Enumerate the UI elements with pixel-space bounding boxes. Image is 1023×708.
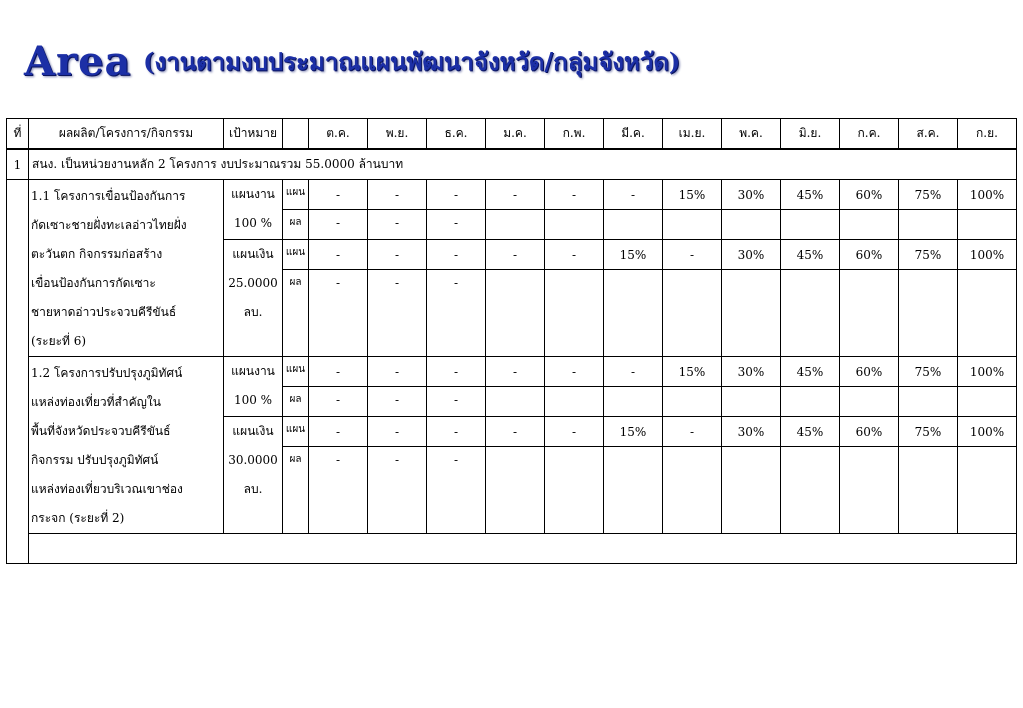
row-type-label: แผน [283,240,309,270]
month-value: - [368,357,427,387]
month-value [545,447,604,534]
month-value [486,210,545,240]
month-value [663,270,722,357]
month-value [604,210,663,240]
month-value: 100% [958,417,1017,447]
month-value: - [427,387,486,417]
month-value: 15% [663,357,722,387]
month-value: - [368,447,427,534]
month-value [486,270,545,357]
project-name-line: ตะวันตก กิจกรรมก่อสร้าง [31,247,163,261]
month-value [545,387,604,417]
month-value: 30% [722,240,781,270]
month-value: 45% [781,357,840,387]
header-target: เป้าหมาย [224,119,283,150]
month-value: - [427,447,486,534]
month-value [781,210,840,240]
month-value: 15% [663,180,722,210]
row-type-label: แผน [283,417,309,447]
month-value [604,387,663,417]
month-value [486,447,545,534]
title-main: Area [24,38,132,85]
month-value [486,387,545,417]
month-value [958,387,1017,417]
month-value [604,270,663,357]
month-value [663,447,722,534]
month-value [545,210,604,240]
month-value [958,270,1017,357]
month-value [781,447,840,534]
row-type-label: ผล [283,270,309,357]
month-value: - [309,387,368,417]
header-month: ก.ย. [958,119,1017,150]
row-type-label: ผล [283,387,309,417]
project-row [7,180,1017,210]
money-target-line: ลบ. [243,482,263,496]
row-type-label: ผล [283,210,309,240]
month-value: - [368,387,427,417]
page-title [24,38,680,88]
month-value: - [368,270,427,357]
header-month: ส.ค. [899,119,958,150]
project-name-line: กิจกรรม ปรับปรุงภูมิทัศน์ [31,453,159,467]
month-value: 60% [840,417,899,447]
project-no-cell [7,180,29,564]
month-value: 100% [958,357,1017,387]
month-value: 75% [899,417,958,447]
month-value: 30% [722,417,781,447]
project-name-line: (ระยะที่ 6) [31,334,87,348]
month-value: - [486,417,545,447]
month-value: 45% [781,240,840,270]
header-month: มี.ค. [604,119,663,150]
month-value: 100% [958,180,1017,210]
month-value: - [368,417,427,447]
month-value [840,447,899,534]
month-value: - [309,357,368,387]
money-target-line: ลบ. [243,305,263,319]
project-name-line: ชายหาดอ่าวประจวบคีรีขันธ์ [31,305,177,319]
month-value: - [309,417,368,447]
money-target [224,240,283,357]
month-value: - [545,417,604,447]
month-value: - [368,210,427,240]
row-type-label: ผล [283,447,309,534]
month-value [663,387,722,417]
project-name [29,180,224,357]
header-month: ก.ค. [840,119,899,150]
header-month: ธ.ค. [427,119,486,150]
money-target-line: แผนเงิน [232,424,274,438]
project-name-line: 1.1 โครงการเขื่อนป้องกันการ [31,189,186,203]
month-value: 60% [840,180,899,210]
month-value: - [427,180,486,210]
month-value [781,387,840,417]
month-value [899,210,958,240]
month-value [958,210,1017,240]
month-value: - [427,357,486,387]
header-month: เม.ย. [663,119,722,150]
month-value: - [309,210,368,240]
month-value: - [486,240,545,270]
month-value: - [604,357,663,387]
month-value: - [309,447,368,534]
month-value [722,210,781,240]
month-value [663,210,722,240]
empty-cell [29,534,1017,564]
month-value [899,270,958,357]
month-value: - [427,417,486,447]
month-value: - [309,270,368,357]
project-name-line: แหล่งท่องเที่ยวบริเวณเขาช่อง [31,482,183,496]
project-name-line: เขื่อนป้องกันการกัดเซาะ [31,276,156,290]
money-target-line: 25.0000 [228,276,278,290]
month-value: - [486,180,545,210]
money-target [224,417,283,534]
month-value: 75% [899,357,958,387]
header-project: ผลผลิต/โครงการ/กิจกรรม [29,119,224,150]
month-value [840,210,899,240]
month-value: 60% [840,357,899,387]
month-value: - [486,357,545,387]
summary-row [7,149,1017,180]
header-month: พ.ย. [368,119,427,150]
month-value [899,447,958,534]
month-value: 30% [722,357,781,387]
month-value [958,447,1017,534]
plan-table [6,118,1017,564]
title-subtitle: (งานตามงบประมาณแผนพัฒนาจังหวัด/กลุ่มจังหวัด) [143,47,681,76]
row-type-label: แผน [283,180,309,210]
month-value [604,447,663,534]
month-value: - [663,417,722,447]
month-value [722,447,781,534]
money-target-line: แผนเงิน [232,247,274,261]
month-value [781,270,840,357]
header-month: ต.ค. [309,119,368,150]
month-value [840,270,899,357]
month-value: - [604,180,663,210]
header-month: ก.พ. [545,119,604,150]
header-type [283,119,309,150]
summary-no: 1 [7,149,29,180]
month-value [899,387,958,417]
empty-row [7,534,1017,564]
month-value: 15% [604,240,663,270]
month-value: - [368,180,427,210]
project-name [29,357,224,534]
month-value: - [368,240,427,270]
month-value: 75% [899,240,958,270]
month-value: - [427,240,486,270]
work-target-line: แผนงาน [231,187,275,201]
project-name-line: 1.2 โครงการปรับปรุงภูมิทัศน์ [31,366,183,380]
month-value: - [309,180,368,210]
header-month: พ.ค. [722,119,781,150]
work-target-line: 100 % [233,216,273,230]
project-row [7,357,1017,387]
header-month: มิ.ย. [781,119,840,150]
money-target-line: 30.0000 [228,453,278,467]
month-value [545,270,604,357]
row-type-label: แผน [283,357,309,387]
month-value: - [309,240,368,270]
month-value: 75% [899,180,958,210]
month-value: 45% [781,417,840,447]
header-no: ที่ [7,119,29,150]
work-target-line: 100 % [233,393,273,407]
summary-text: สนง. เป็นหน่วยงานหลัก 2 โครงการ งบประมาณรวม 55.0000 ล้านบาท [29,149,1017,180]
month-value [840,387,899,417]
month-value: 45% [781,180,840,210]
header-month: ม.ค. [486,119,545,150]
month-value: - [427,270,486,357]
month-value: - [545,357,604,387]
month-value: - [427,210,486,240]
work-target [224,357,283,417]
month-value: 30% [722,180,781,210]
project-name-line: พื้นที่จังหวัดประจวบคีรีขันธ์ [31,424,171,438]
project-name-line: กระจก (ระยะที่ 2) [31,511,125,525]
month-value: 100% [958,240,1017,270]
header-row [7,119,1017,150]
month-value: 15% [604,417,663,447]
project-name-line: แหล่งท่องเที่ยวที่สำคัญใน [31,395,161,409]
month-value: - [663,240,722,270]
month-value [722,387,781,417]
month-value [722,270,781,357]
month-value: - [545,240,604,270]
work-target-line: แผนงาน [231,364,275,378]
month-value: 60% [840,240,899,270]
project-name-line: กัดเซาะชายฝั่งทะเลอ่าวไทยฝั่ง [31,218,187,232]
month-value: - [545,180,604,210]
work-target [224,180,283,240]
